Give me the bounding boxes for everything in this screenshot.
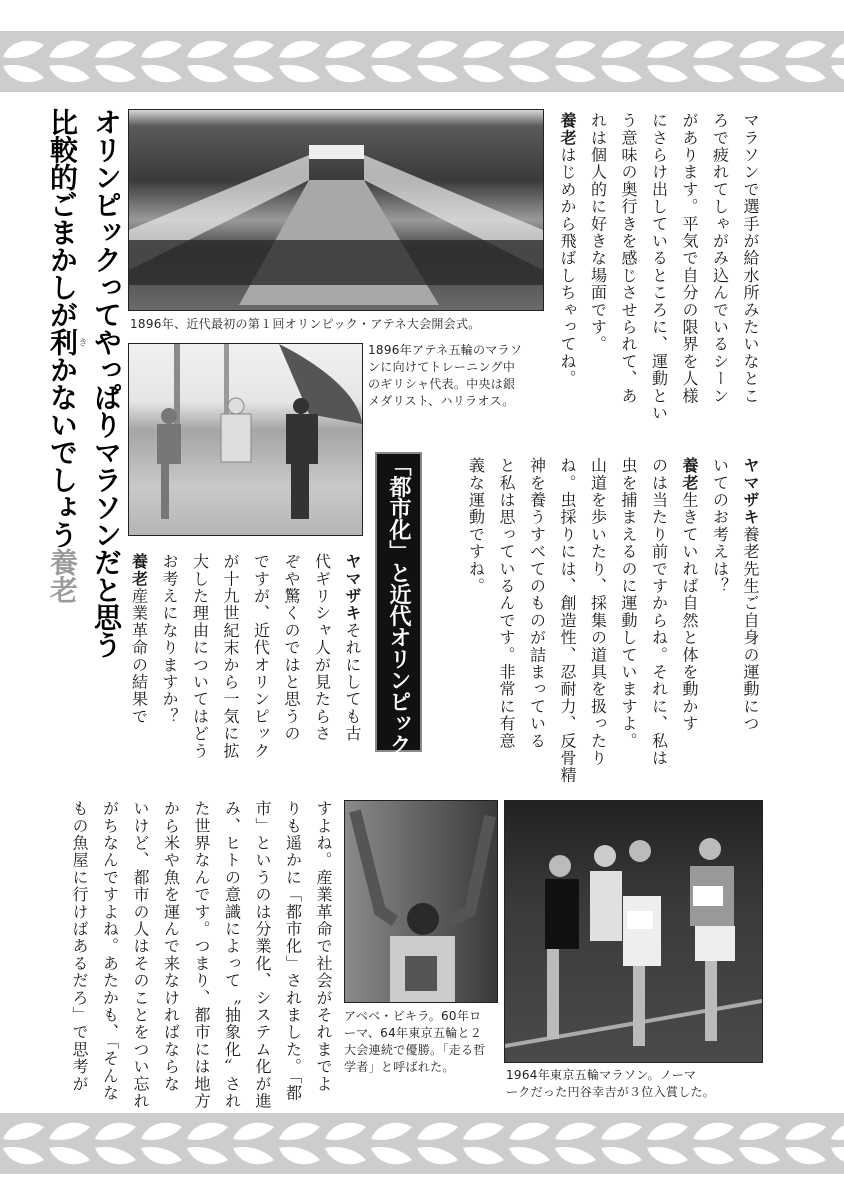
- text-column: ぞや驚くのではと思うの: [282, 553, 301, 743]
- text-column: 神を養うすべてのものが詰まっている: [527, 457, 547, 750]
- body-text-top-right: [552, 112, 766, 422]
- text-column: があります。平気で自分の限界を人様: [680, 112, 699, 405]
- text-column: 代ギリシャ人が見たらさ: [312, 553, 332, 743]
- photo-1964-tokyo-marathon: [504, 800, 763, 1063]
- text-column: 養老産業革命の結果で: [129, 553, 149, 726]
- caption-line: ークだった円谷幸吉が３位入賞した。: [506, 1085, 716, 1099]
- ruby-reading: き: [76, 328, 87, 356]
- text-column: にさらけ出しているところに、運動とい: [649, 112, 669, 422]
- text-column: ですが、近代オリンピック: [251, 553, 271, 760]
- text-column: と私は思っているんです。非常に有意: [497, 457, 516, 750]
- caption-line: アベベ・ビキラ。60年ロ: [344, 1009, 482, 1023]
- text-column: りも遥かに「都市化」されました。「都: [283, 800, 303, 1102]
- text-column: すよね。産業革命で社会がそれまでよ: [314, 800, 333, 1093]
- text-column: ね。虫採りには、創造性、忍耐力、反骨精: [558, 457, 577, 784]
- photo-1896-greek-runners: [128, 343, 363, 536]
- text-column: から米や魚を運んで来なければならな: [161, 800, 181, 1093]
- photo-1896-opening-ceremony: [128, 109, 544, 311]
- text-column: いてのお考えは？: [710, 457, 730, 595]
- caption-line: ーマ、64年東京五輪と２: [344, 1026, 483, 1040]
- text-column: が十九世紀末から一気に拡: [221, 553, 240, 760]
- speaker-label: 養老: [558, 112, 577, 147]
- laurel-band-top: [0, 31, 844, 92]
- caption-line: 学者」と呼ばれた。: [344, 1060, 455, 1074]
- text-column: う意味の奥行きを感じさせられて、あ: [619, 112, 638, 405]
- text-column: 山道を歩いたり、採集の道具を扱ったり: [588, 457, 608, 767]
- caption-line: ンに向けてトレーニング中: [368, 360, 516, 374]
- text-column: いけど、都市の人はそのことをつい忘れ: [131, 800, 150, 1110]
- speaker-label: 養老: [680, 457, 699, 492]
- caption-line: メダリスト、ハリラオス。: [368, 394, 515, 408]
- text-column: マラソンで選手が給水所みたいなとこ: [741, 112, 760, 405]
- text-column: た世界なんです。つまり、都市には地方: [192, 800, 211, 1110]
- headline-line1: オリンピックってやっぱりマラソンだと思う: [90, 108, 123, 658]
- text-column: ヤマザキそれにしても古: [343, 553, 362, 743]
- text-column: 虫を捕まえるのに運動していますよ。: [619, 457, 638, 750]
- speaker-label: ヤマザキ: [741, 457, 760, 526]
- text-column: ろで疲れてしゃがみ込んでいるシーン: [710, 112, 730, 405]
- body-text-middle-left: [123, 553, 367, 759]
- text-column: み、ヒトの意識によって〝抽象化〟され: [222, 800, 242, 1110]
- caption-line: 大会連続で優勝。「走る哲: [344, 1043, 486, 1057]
- caption-line: 1964年東京五輪マラソン。ノーマ: [506, 1068, 697, 1082]
- caption-line: 1896年アテネ五輪のマラソ: [368, 343, 523, 357]
- text-column: 養老はじめから飛ばしちゃってね。: [558, 112, 577, 388]
- text-column: 市」というのは分業化、システム化が進: [253, 800, 272, 1110]
- text-column: がちなんですよね。あたかも、「そんな: [100, 800, 120, 1102]
- caption-photo4: [506, 1067, 715, 1101]
- text-column: お考えになりますか？: [160, 553, 179, 725]
- text-column: ヤマザキ養老先生ご自身の運動につ: [741, 457, 760, 733]
- caption-photo3: [344, 1008, 486, 1076]
- text-column: れは個人的に好きな場面です。: [588, 112, 608, 353]
- body-text-bottom-left: [64, 800, 339, 1110]
- text-column: のは当たり前ですからね。それに、私は: [649, 457, 669, 767]
- text-column: もの魚屋に行けばあるだろ」で思考が: [70, 800, 89, 1093]
- speaker-label: ヤマザキ: [343, 553, 362, 622]
- text-column: 養老生きていれば自然と体を動かす: [680, 457, 699, 733]
- section-heading: 「都市化」と近代オリンピック: [375, 452, 422, 752]
- caption-line: のギリシャ代表。中央は銀: [368, 377, 516, 391]
- text-column: 義な運動ですね。: [466, 457, 486, 595]
- headline-line2: 比較的ごまかしが利きかないでしょう養老: [42, 108, 92, 603]
- body-text-middle-right: [460, 457, 765, 784]
- speaker-label: 養老: [129, 553, 149, 588]
- laurel-band-bottom: [0, 1113, 844, 1174]
- photo-abebe-bikila: [344, 800, 498, 1003]
- text-column: 大した理由についてはどう: [190, 553, 210, 760]
- caption-photo1: 1896年、近代最初の第１回オリンピック・アテネ大会開会式。: [130, 317, 481, 331]
- headline-speaker: 養老: [46, 548, 79, 603]
- caption-photo2: [368, 342, 522, 410]
